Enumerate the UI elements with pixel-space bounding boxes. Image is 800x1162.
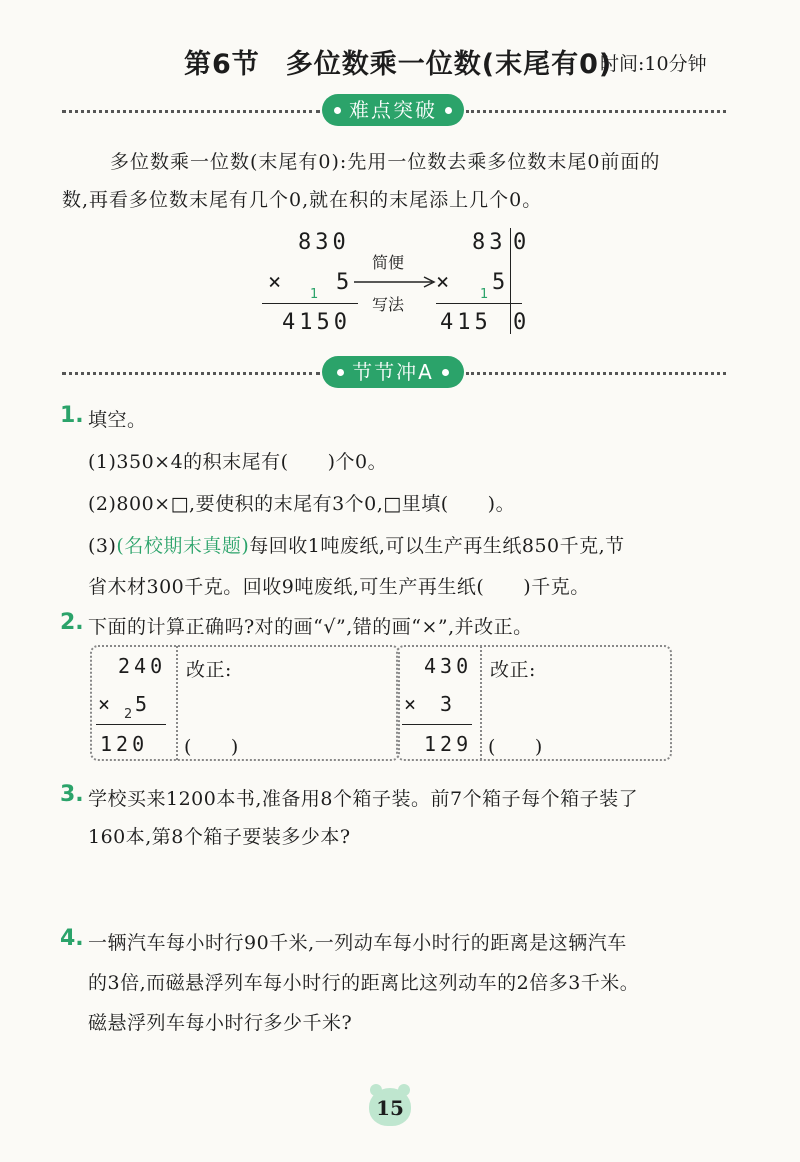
dotted-divider — [466, 110, 726, 113]
question-number-4: 4. — [60, 926, 84, 951]
page-title — [184, 42, 638, 81]
question-number-3: 3. — [60, 782, 84, 807]
box-b-times: × — [404, 692, 421, 716]
product-zero: 0 — [513, 310, 531, 335]
question-number-2: 2. — [60, 610, 84, 635]
question-1-part-1: (1)350×4的积末尾有( )个0。 — [88, 451, 388, 473]
multiplicand-front: 83 — [472, 230, 507, 255]
box-b-fix-label: 改正: — [490, 659, 536, 681]
question-1-part-2: (2)800×□,要使积的末尾有3个0,□里填( )。 — [88, 493, 516, 515]
question-4-line-1: 一辆汽车每小时行90千米,一列动车每小时行的距离是这辆汽车 — [88, 932, 627, 954]
carry-digit: 1 — [310, 287, 319, 302]
times-sign: × — [268, 270, 286, 295]
result-line — [262, 303, 358, 304]
arrow-right-icon — [352, 276, 438, 288]
box-a-times: × — [98, 692, 115, 716]
dot-icon — [442, 369, 449, 376]
arrow-label-top: 简便 — [372, 253, 405, 272]
box-b-result-line — [402, 724, 472, 725]
section-badge-practice: 节节冲A — [322, 356, 464, 388]
question-4-line-2: 的3倍,而磁悬浮列车每小时行的距离比这列动车的2倍多3千米。 — [88, 972, 640, 994]
box-b-multiplicand: 430 — [424, 654, 473, 678]
box-a-carry: 2 — [124, 707, 133, 722]
multiplier: 5 — [492, 270, 510, 295]
question-3-line-2: 160本,第8个箱子要装多少本? — [88, 826, 351, 848]
section-badge-difficulty: 难点突破 — [322, 94, 464, 126]
box-a-answer-blank[interactable]: ( ) — [184, 736, 239, 758]
dot-icon — [337, 369, 344, 376]
section-title: 多位数乘一位数(末尾有0) — [285, 49, 613, 80]
explanation-line-1: 多位数乘一位数(末尾有0):先用一位数去乘多位数末尾0前面的 — [110, 151, 661, 173]
exam-source-tag: (名校期末真题) — [116, 535, 250, 557]
dotted-divider — [62, 372, 320, 375]
question-3-line-1: 学校买来1200本书,准备用8个箱子装。前7个箱子每个箱子装了 — [88, 788, 639, 810]
box-a-product: 120 — [100, 732, 149, 756]
product: 4150 — [282, 310, 351, 335]
question-number-1: 1. — [60, 403, 84, 428]
question-1-part-3-cont: 省木材300千克。回收9吨废纸,可生产再生纸( )千克。 — [88, 576, 590, 598]
multiplicand-zero: 0 — [513, 230, 531, 255]
dotted-divider — [466, 372, 726, 375]
dot-icon — [445, 107, 452, 114]
dot-icon — [334, 107, 341, 114]
question-2-stem: 下面的计算正确吗?对的画“√”,错的画“×”,并改正。 — [88, 616, 533, 638]
box-b-multiplier: 3 — [440, 692, 457, 716]
product-front: 415 — [440, 310, 492, 335]
zero-separator-line — [510, 228, 511, 334]
box-divider — [176, 646, 178, 760]
dotted-divider — [62, 110, 320, 113]
box-a-multiplicand: 240 — [118, 654, 167, 678]
multiplicand: 830 — [298, 230, 350, 255]
times-sign: × — [436, 270, 454, 295]
question-1-stem: 填空。 — [88, 409, 147, 431]
time-limit: 时间:10分钟 — [600, 53, 707, 75]
box-a-multiplier: 5 — [135, 692, 152, 716]
box-a-fix-label: 改正: — [186, 659, 232, 681]
multiplier: 5 — [336, 270, 354, 295]
box-a-result-line — [96, 724, 166, 725]
carry-digit: 1 — [480, 287, 489, 302]
page-number: 15 — [369, 1088, 411, 1126]
box-b-product: 129 — [424, 732, 473, 756]
box-b-answer-blank[interactable]: ( ) — [488, 736, 543, 758]
part-label: (3) — [88, 535, 117, 557]
section-number: 第6节 — [184, 49, 260, 80]
box-divider — [480, 646, 482, 760]
question-4-line-3: 磁悬浮列车每小时行多少千米? — [88, 1012, 353, 1034]
arrow-label-bottom: 写法 — [372, 295, 405, 314]
question-1-part-3: (3)(名校期末真题)每回收1吨废纸,可以生产再生纸850千克,节 — [88, 535, 625, 557]
explanation-line-2: 数,再看多位数末尾有几个0,就在积的末尾添上几个0。 — [62, 189, 543, 211]
